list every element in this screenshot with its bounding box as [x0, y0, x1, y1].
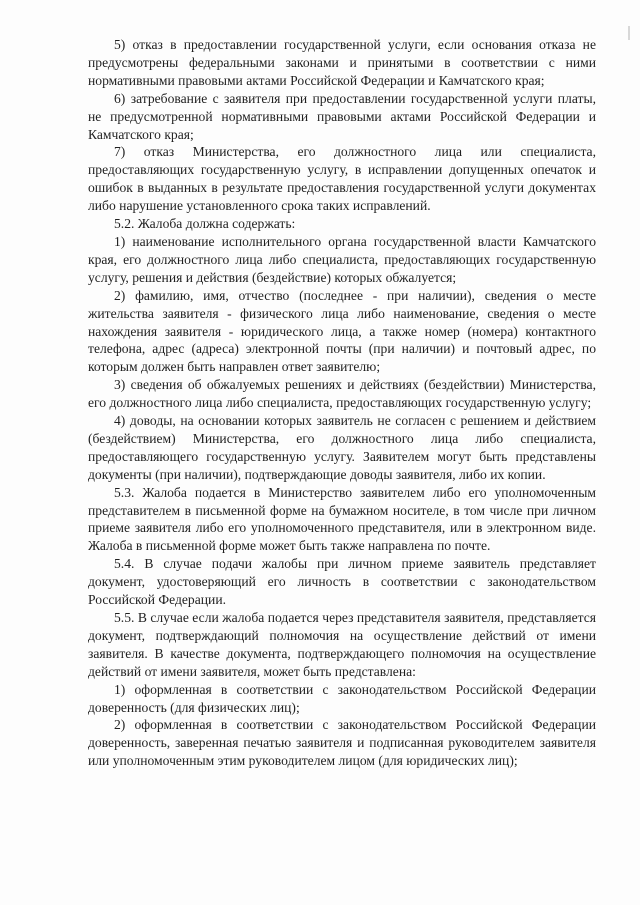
paragraph-content-item-4: 4) доводы, на основании которых заявитель не согласен с решением и действием (бездействием) Министерства, его должностного лица либо специалиста, предоставляющего государственную услугу. Заявителем могут быть представлены документы (при наличии), подтверждающие доводы заявителя, либо их копии.	[88, 413, 596, 482]
paragraph-authority-item-2: 2) оформленная в соответствии с законодательством Российской Федерации доверенность, заверенная печатью заявителя и подписанная руководителем заявителя или уполномоченным этим руководителем лицом (для юридических лиц);	[88, 717, 596, 769]
paragraph-content-item-2: 2) фамилию, имя, отчество (последнее - при наличии), сведения о месте жительства заявителя - физического лица либо наименование, сведения о месте нахождения заявителя - юридического лица, а также номер (номера) контактного телефона, адрес (адреса) электронной почты (при наличии) и почтовый адрес, по которым должен быть направлен ответ заявителю;	[88, 287, 596, 375]
paragraph-section-5-3: 5.3. Жалоба подается в Министерство заявителем либо его уполномоченным представителем в письменной форме на бумажном носителе, в том числе при личном приеме заявителя либо его уполномоченного представителя, или в электронном виде. Жалоба в письменной форме может быть также направлена по почте.	[88, 484, 596, 554]
paragraph-fee-item-6: 6) затребование с заявителя при предоставлении государственной услуги платы, не предусмотренной нормативными правовыми актами Российской Федерации и Камчатского края;	[88, 90, 596, 142]
paragraph-correction-item-7: 7) отказ Министерства, его должностного лица или специалиста, предоставляющих государственную услугу, в исправлении допущенных опечаток и ошибок в выданных в результате предоставления государственной услуги документах либо нарушение установленного срока таких исправлений.	[88, 144, 596, 214]
paragraph-section-5-5: 5.5. В случае если жалоба подается через представителя заявителя, представляется документ, подтверждающий полномочия на осуществление действий от имени заявителя. В качестве документа, подтверждающего полномочия на осуществление действий от имени заявителя, может быть представлена:	[88, 610, 596, 679]
scan-edge-mark	[628, 26, 630, 40]
paragraph-refusal-item-5: 5) отказ в предоставлении государственной услуги, если основания отказа не предусмотрены федеральными законами и принятыми в соответствии с ними нормативными правовыми актами Российской Федерации и Камчатского края;	[88, 37, 596, 88]
paragraph-section-5-4: 5.4. В случае подачи жалобы при личном приеме заявитель представляет документ, удостоверяющий его личность в соответствии с законодательством Российской Федерации.	[88, 556, 596, 608]
paragraph-content-item-3: 3) сведения об обжалуемых решениях и действиях (бездействии) Министерства, его должностного лица либо специалиста, предоставляющих государственную услугу;	[88, 377, 596, 411]
document-body	[88, 36, 596, 770]
paragraph-authority-item-1: 1) оформленная в соответствии с законодательством Российской Федерации доверенность (для физических лиц);	[88, 681, 596, 715]
paragraph-content-item-1: 1) наименование исполнительного органа государственной власти Камчатского края, его должностного лица либо специалиста, предоставляющих государственную услугу, решения и действия (бездействие) которых обжалуется;	[88, 233, 596, 285]
paragraph-section-5-2: 5.2. Жалоба должна содержать:	[114, 216, 296, 232]
